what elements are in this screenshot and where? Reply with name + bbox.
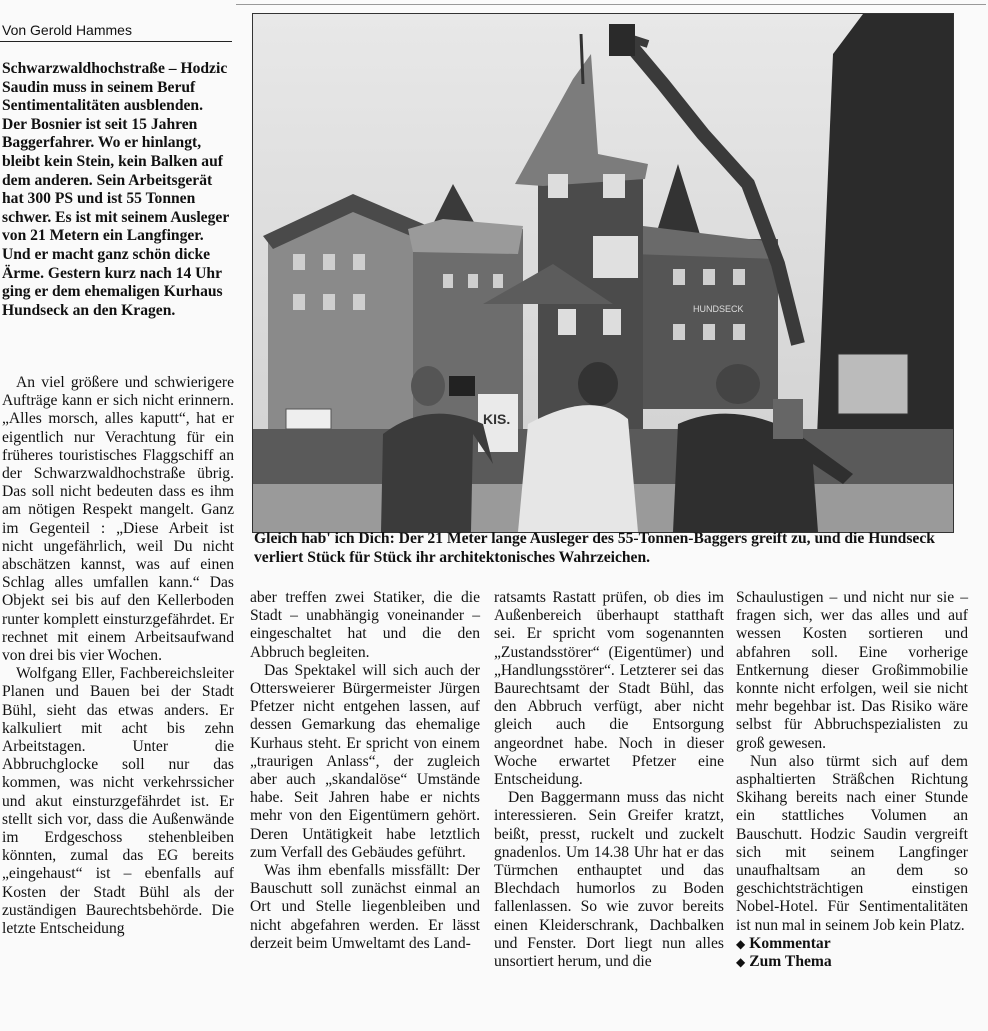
text-column-2 — [250, 589, 480, 953]
top-rule — [236, 4, 986, 5]
tower-spire — [581, 34, 583, 84]
paragraph: aber treffen zwei Statiker, die die Stadt – unabhängig voneinander – eingeschaltet hat und die den Abbruch begleiten. — [250, 589, 480, 661]
text-column-3 — [494, 589, 724, 971]
diamond-icon: ◆ — [736, 936, 746, 951]
excavator-grab — [609, 24, 635, 56]
camera — [773, 399, 803, 439]
window — [603, 309, 621, 335]
paragraph: Schaulustigen – und nicht nur sie – fragen sich, wer das alles und auf wessen Kosten sortieren und abfahren soll. Eine vorherige Entkernung dieser Großimmobilie konnte nicht erfolgen, weil sie nicht mehr begehbar ist. Das Risiko wäre selbst für Abbruchspezialisten zu groß gewesen. — [736, 589, 968, 752]
related-link-label: Kommentar — [749, 934, 831, 952]
paragraph: ratsamts Rastatt prüfen, ob dies im Außenbereich überhaupt statthaft sei. Er spricht vom sogenannten „Zustandsstörer“ (Eigentümer) und „Handlungsstörer“. Letzterer sei das Baurechtsamt der Stadt Bühl, das den Abbruch verfügt, aber nicht gleich auch die Entsorgung angeordnet habe. Noch in dieser Woche erwartet Pfetzer eine Entscheidung. — [494, 589, 724, 789]
paragraph: An viel größere und schwierigere Aufträge kann er sich nicht erinnern. „Alles morsch, alles kaputt“, hat er eigentlich nur Verachtung für ein früheres touristisches Flaggschiff an der Schwarzwaldhochstraße übrig. Das soll nicht bedeuten dass es ihm am nötigen Respekt mangelt. Ganz im Gegenteil : „Diese Arbeit ist nicht ungefährlich, weil Du nicht abschätzen kannst, was auf einen Schlag alles umfallen kann.“ Das Objekt sei bis auf den Kellerboden runter komplett einsturzgefährdet. Er rechnet mit einem Arbeitsaufwand von drei bis vier Wochen. — [2, 374, 234, 665]
paragraph: Das Spektakel will sich auch der Ottersweierer Bürgermeister Jürgen Pfetzer nicht entgehen lassen, auf dessen Gemarkung das ehemalige Kurhaus steht. Er spricht von einem „traurigen Anlass“, der zugleich aber auch „skandalöse“ Umstände habe. Seit Jahren habe er nichts mehr von den Eigentümern gehört. Deren Untätigkeit habe letztlich zum Verfall des Gebäudes geführt. — [250, 661, 480, 861]
camera — [449, 376, 475, 396]
spectator-white-jacket — [518, 405, 638, 532]
byline: Von Gerold Hammes — [2, 22, 132, 38]
hundseck-sign: HUNDSECK — [693, 304, 744, 314]
lead-paragraph: Schwarzwaldhochstraße – Hodzic Saudin muss in seinem Beruf Sentimentalitäten ausblenden. Der Bosnier ist seit 15 Jahren Baggerfahrer. Wo er hinlangt, bleibt kein Stein, kein Balken auf dem anderen. Sein Arbeitsgerät hat 300 PS und ist 55 Tonnen schwer. Es ist mit seinem Ausleger von 21 Metern ein Langfinger. Und er macht ganz schön dicke Ärme. Gestern kurz nach 14 Uhr ging er dem ehemaligen Kurhaus Hundseck an den Kragen. — [2, 60, 229, 319]
tower-window — [593, 236, 638, 278]
paragraph: Wolfgang Eller, Fachbereichsleiter Planen und Bauen bei der Stadt Bühl, sieht das etwas anders. Er kalkuliert mit acht bis zehn Arbeitstagen. Unter die Abbruchglocke soll nur das kommen, was nicht verkehrssicher und akut einsturzgefährdet ist. Er stellt sich vor, dass die Außenwände im Erdgeschoss stehenbleiben könnten, zumal das EG bereits „eingehaust“ ist – ebenfalls auf Kosten der Stadt Bühl als der zuständigen Baurechtsbehörde. Die letzte Entscheidung — [2, 665, 234, 938]
tower-window — [603, 174, 625, 198]
related-link-label: Zum Thema — [749, 953, 832, 971]
related-link-zum-thema[interactable] — [736, 953, 968, 971]
news-photo — [252, 13, 954, 533]
spectator-head — [411, 366, 445, 406]
paragraph: Den Baggermann muss das nicht interessieren. Sein Greifer kratzt, beißt, presst, ruckelt und zuckelt gnadenlos. Um 14.38 Uhr hat er das Türmchen enthauptet und das Blechdach humorlos zu Boden fallenlassen. So wie zuvor bereits einen Kleiderschrank, Dachbalken und Fenster. Dort liegt nun alles unsortiert herum, und die — [494, 789, 724, 971]
window — [558, 309, 576, 335]
byline-divider — [0, 41, 232, 42]
paragraph: Nun also türmt sich auf dem asphaltierten Sträßchen Richtung Skihang bereits nach einer Stunde ein stattliches Volumen an Bauschutt. Hodzic Saudin vergreift sich mit seinem Langfinger unaufhaltsam an dem so geschichtsträchtigen einstigen Nobel-Hotel. Für Sentimentalitäten ist nun mal in seinem Job kein Platz. — [736, 752, 968, 934]
info-board — [838, 354, 908, 414]
text-column-1 — [2, 374, 234, 938]
tower-window — [548, 174, 568, 198]
diamond-icon: ◆ — [736, 955, 746, 970]
spectator-head — [578, 362, 618, 406]
text-column-4 — [736, 589, 968, 971]
barrier — [286, 409, 331, 429]
paragraph: Was ihm ebenfalls missfällt: Der Bauschutt soll zunächst einmal an Ort und Stelle liegenbleiben und nicht abgefahren werden. Er lässt derzeit beim Umweltamt des Land- — [250, 862, 480, 952]
related-link-kommentar[interactable] — [736, 935, 968, 953]
demolition-photo — [253, 14, 953, 532]
spectator-head — [716, 364, 760, 404]
photo-caption: Gleich hab' ich Dich: Der 21 Meter lange Ausleger des 55-Tonnen-Baggers greift zu, und die Hundseck verliert Stück für Stück ihr architektonisches Wahrzeichen. — [254, 530, 935, 566]
banner-text: KIS. — [483, 411, 511, 427]
